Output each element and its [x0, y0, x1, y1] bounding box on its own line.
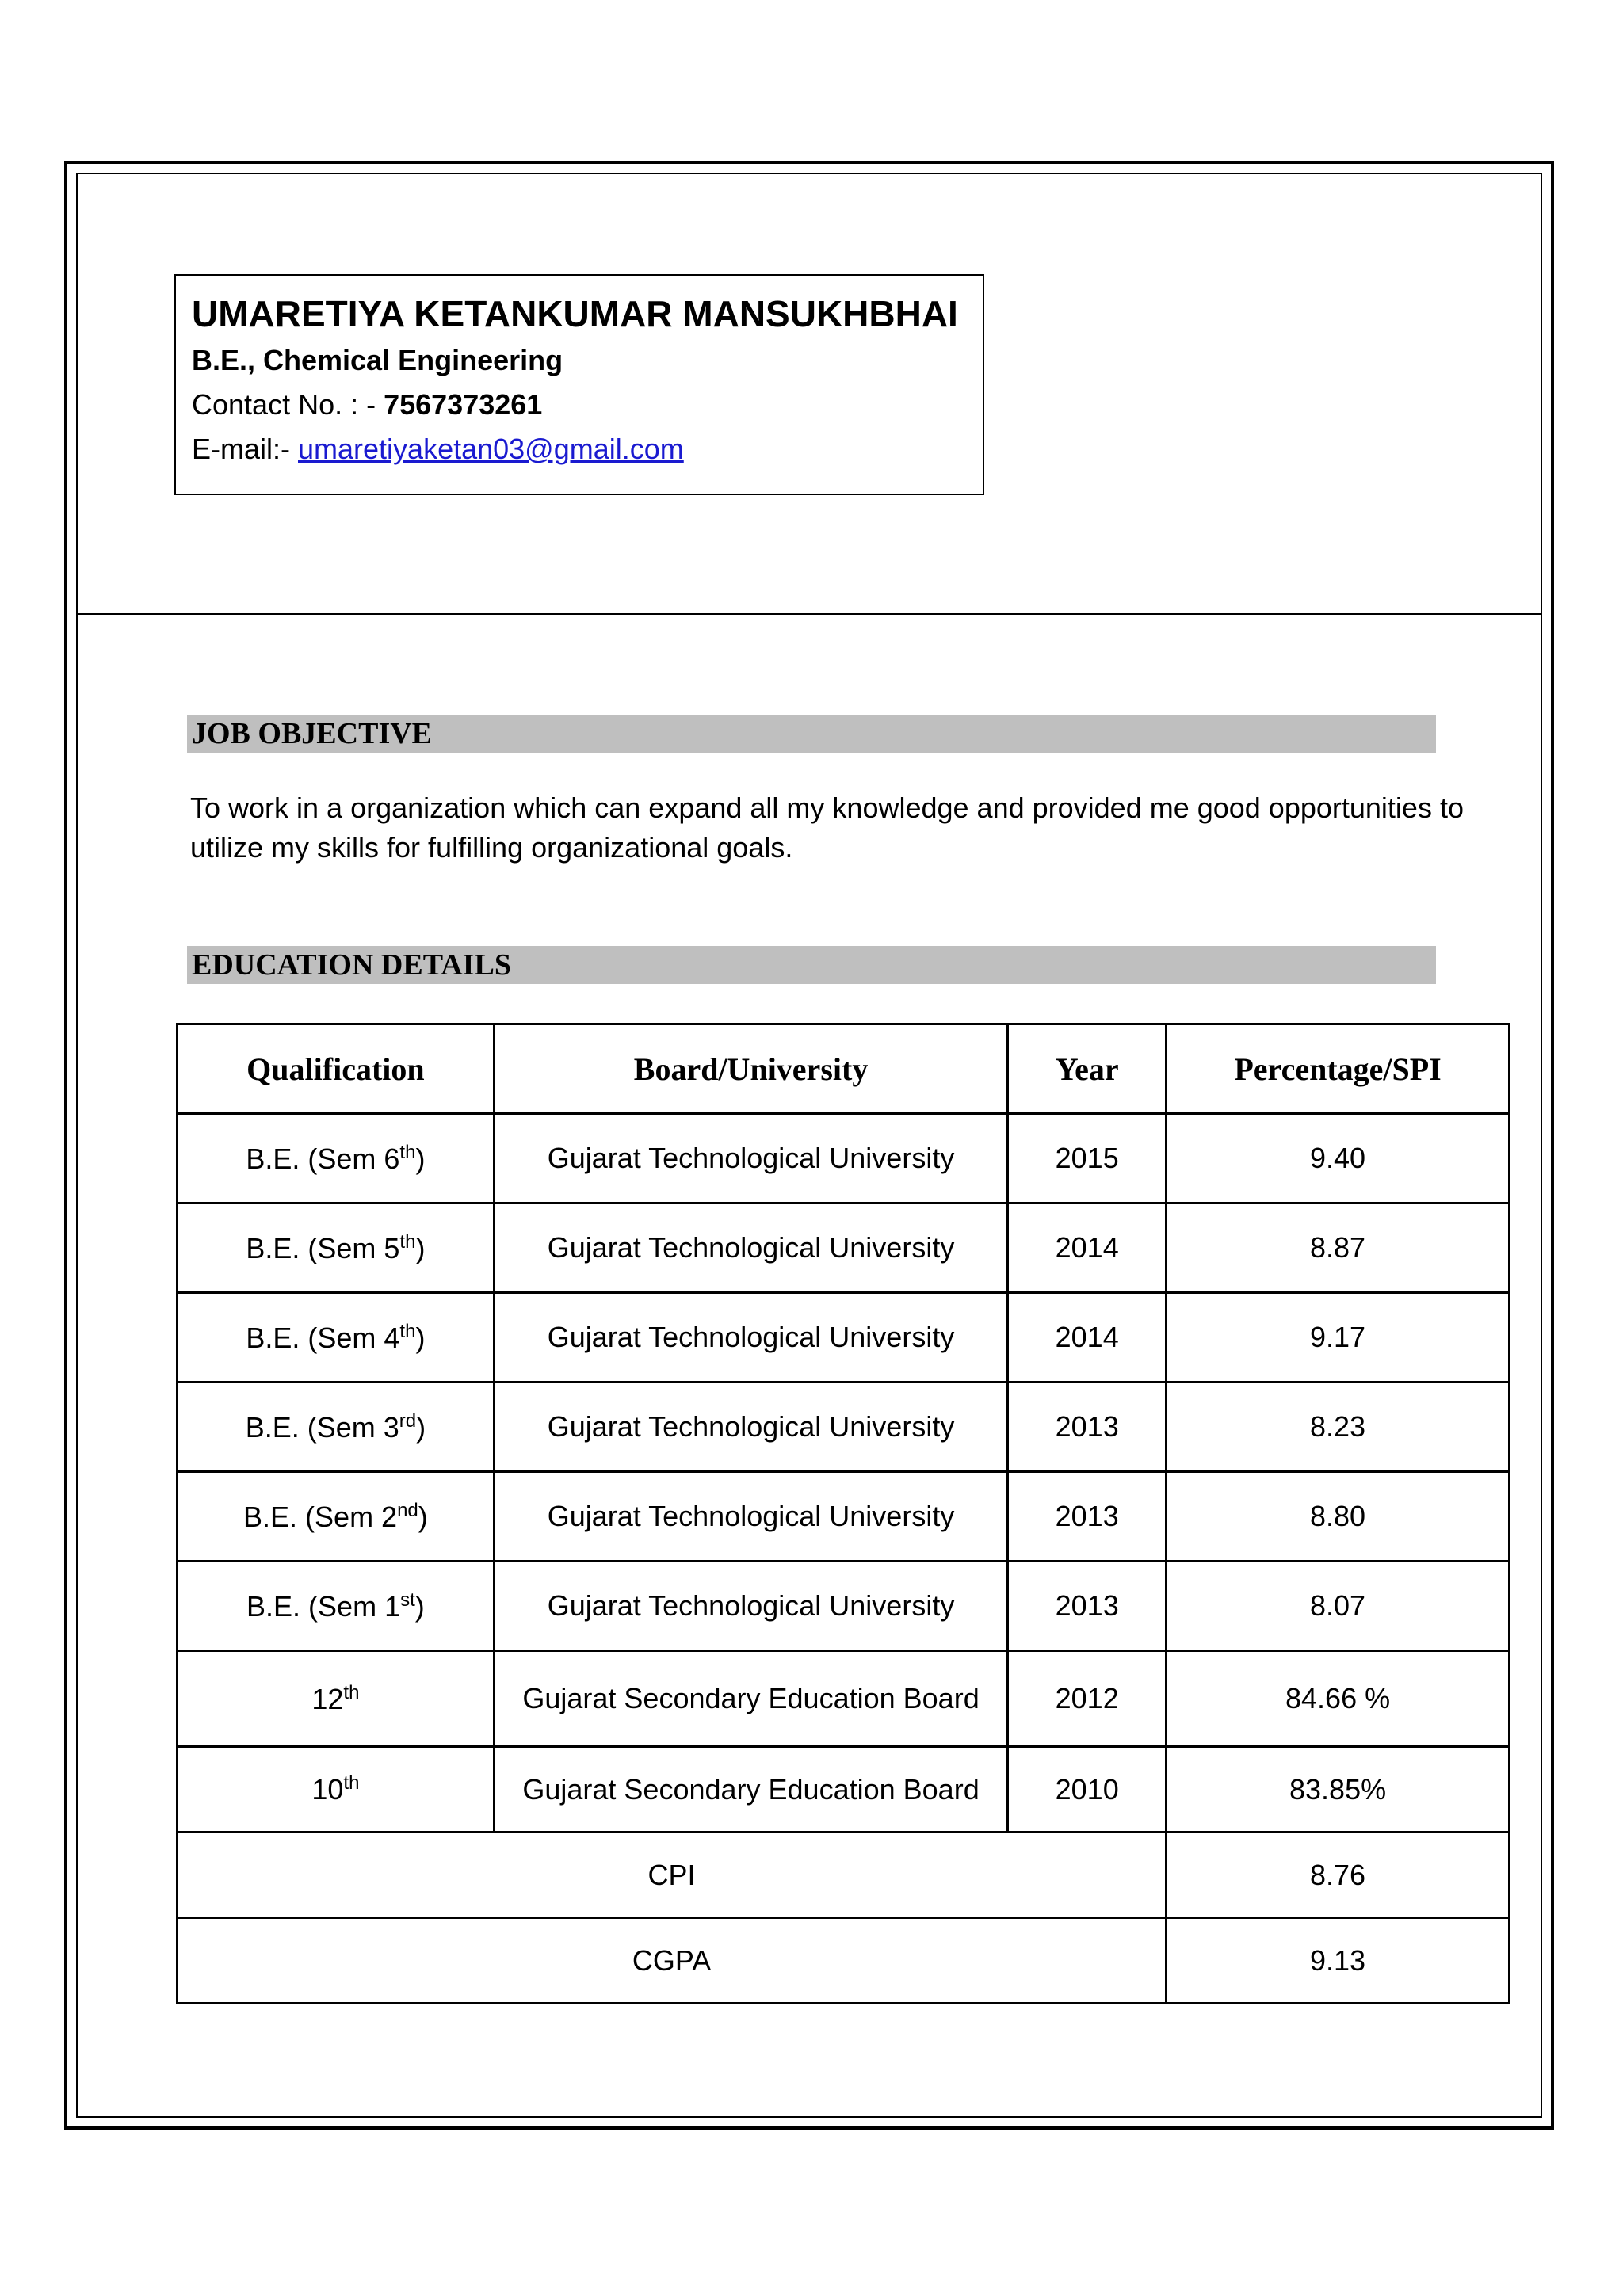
contact-label: Contact No. : -: [192, 388, 384, 421]
qualification-close: ): [415, 1231, 426, 1264]
qualification-cell: [178, 1562, 495, 1651]
score-cell: 8.80: [1167, 1472, 1510, 1562]
year-cell: 2012: [1008, 1651, 1167, 1747]
board-cell: Gujarat Secondary Education Board: [494, 1747, 1007, 1833]
score-cell: 9.40: [1167, 1114, 1510, 1203]
qualification-close: ): [415, 1321, 426, 1354]
column-header-year: Year: [1008, 1024, 1167, 1114]
contact-card: [174, 274, 984, 495]
job-objective-heading: JOB OBJECTIVE: [187, 715, 1436, 753]
table-row: [178, 1562, 1510, 1651]
qualification-suffix: th: [399, 1141, 416, 1163]
header-divider: [76, 613, 1542, 615]
qualification-cell: [178, 1383, 495, 1472]
job-objective-text: To work in a organization which can expand all my knowledge and provided me good opportunities to utilize my skills for fulfilling organizational goals.: [190, 791, 1464, 864]
table-header-row: [178, 1024, 1510, 1114]
table-row: [178, 1383, 1510, 1472]
qualification-text: B.E. (Sem 2: [243, 1500, 398, 1533]
score-cell: 84.66 %: [1167, 1651, 1510, 1747]
email-line: [192, 433, 967, 466]
column-header-score: Percentage/SPI: [1167, 1024, 1510, 1114]
qualification-cell: [178, 1203, 495, 1293]
contact-line: [192, 388, 967, 421]
score-cell: 8.23: [1167, 1383, 1510, 1472]
summary-label: CPI: [178, 1833, 1167, 1918]
contact-number: 7567373261: [384, 388, 543, 421]
summary-row-cgpa: [178, 1918, 1510, 2004]
column-header-qualification: Qualification: [178, 1024, 495, 1114]
score-cell: 8.07: [1167, 1562, 1510, 1651]
year-cell: 2013: [1008, 1562, 1167, 1651]
qualification-text: B.E. (Sem 4: [246, 1321, 400, 1354]
year-cell: 2013: [1008, 1472, 1167, 1562]
board-cell: Gujarat Technological University: [494, 1472, 1007, 1562]
qualification-suffix: th: [343, 1681, 360, 1703]
qualification-cell: [178, 1651, 495, 1747]
qualification-text: B.E. (Sem 6: [246, 1142, 400, 1175]
year-cell: 2015: [1008, 1114, 1167, 1203]
qualification-text: 12: [311, 1682, 344, 1715]
board-cell: Gujarat Secondary Education Board: [494, 1651, 1007, 1747]
board-cell: Gujarat Technological University: [494, 1383, 1007, 1472]
year-cell: 2014: [1008, 1293, 1167, 1383]
qualification-cell: [178, 1472, 495, 1562]
candidate-name: UMARETIYA KETANKUMAR MANSUKHBHAI: [192, 293, 958, 334]
table-row: [178, 1651, 1510, 1747]
education-heading: EDUCATION DETAILS: [187, 946, 1436, 984]
qualification-text: B.E. (Sem 5: [246, 1231, 400, 1264]
score-cell: 83.85%: [1167, 1747, 1510, 1833]
qualification-text: 10: [311, 1773, 344, 1806]
board-cell: Gujarat Technological University: [494, 1114, 1007, 1203]
score-cell: 9.17: [1167, 1293, 1510, 1383]
qualification-text: B.E. (Sem 3: [245, 1410, 399, 1444]
email-label: E-mail:-: [192, 433, 298, 466]
qualification-close: ): [415, 1142, 426, 1175]
board-cell: Gujarat Technological University: [494, 1203, 1007, 1293]
table-row: [178, 1293, 1510, 1383]
score-cell: 8.87: [1167, 1203, 1510, 1293]
board-cell: Gujarat Technological University: [494, 1293, 1007, 1383]
qualification-suffix: nd: [397, 1499, 418, 1521]
summary-value: 8.76: [1167, 1833, 1510, 1918]
qualification-cell: [178, 1747, 495, 1833]
qualification-suffix: th: [399, 1230, 416, 1253]
qualification-suffix: th: [343, 1772, 360, 1794]
table-row: [178, 1203, 1510, 1293]
summary-value: 9.13: [1167, 1918, 1510, 2004]
qualification-suffix: st: [400, 1589, 415, 1611]
board-cell: Gujarat Technological University: [494, 1562, 1007, 1651]
table-row: [178, 1747, 1510, 1833]
summary-label: CGPA: [178, 1918, 1167, 2004]
qualification-cell: [178, 1293, 495, 1383]
qualification-suffix: rd: [399, 1409, 417, 1432]
year-cell: 2013: [1008, 1383, 1167, 1472]
qualification-suffix: th: [399, 1320, 416, 1342]
qualification-close: ): [414, 1589, 425, 1623]
year-cell: 2014: [1008, 1203, 1167, 1293]
qualification-close: ): [418, 1500, 428, 1533]
summary-row-cpi: [178, 1833, 1510, 1918]
qualification-text: B.E. (Sem 1: [246, 1589, 401, 1623]
email-link[interactable]: umaretiyaketan03@gmail.com: [298, 433, 684, 466]
degree: B.E., Chemical Engineering: [192, 344, 563, 377]
column-header-board: Board/University: [494, 1024, 1007, 1114]
table-row: [178, 1114, 1510, 1203]
table-row: [178, 1472, 1510, 1562]
education-table: [176, 1023, 1510, 2004]
qualification-close: ): [416, 1410, 426, 1444]
year-cell: 2010: [1008, 1747, 1167, 1833]
qualification-cell: [178, 1114, 495, 1203]
